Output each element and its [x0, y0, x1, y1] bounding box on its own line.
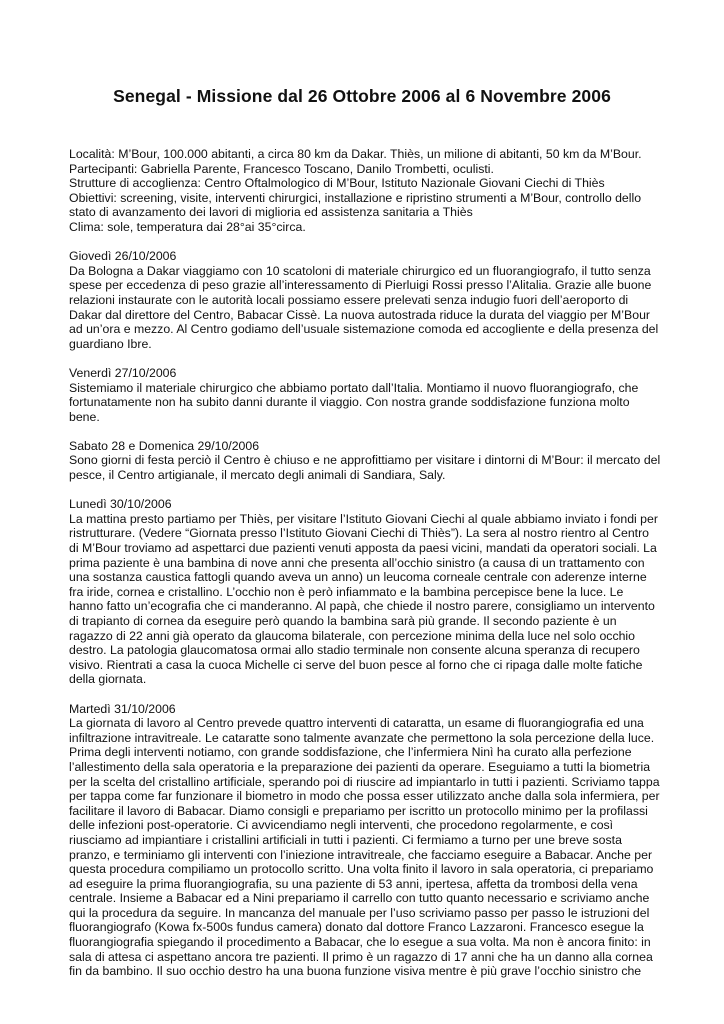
text-line: Sistemiamo il materiale chirurgico che abbiamo portato dall’Italia. Montiamo il nuovo fluorangiografo, che — [69, 380, 639, 395]
section-giovedi-26 — [69, 249, 669, 351]
text-line: fluorangiografia spiegando il procedimento a Babacar, che lo esegue a sua volta. Ma non è ancora finito: in — [69, 935, 651, 950]
text-line: fluorangiografo (Kowa fx-500s fundus camera) donato dal dottore Franco Lazzaroni. Francesco esegue la — [69, 920, 644, 935]
text-line: relazioni instaurate con le autorità locali possiamo essere prelevati senza indugio fuori dell’aeroporto di — [69, 292, 629, 307]
section-heading: Sabato 28 e Domenica 29/10/2006 — [69, 438, 260, 453]
section-heading: Lunedì 30/10/2006 — [69, 497, 172, 512]
text-line: Partecipanti: Gabriella Parente, Francesco Toscano, Danilo Trombetti, oculisti. — [69, 161, 494, 176]
document-body — [69, 147, 669, 979]
text-line: ragazzo di 22 anni già operato da glaucoma bilaterale, con percezione minima della luce nel solo occhio — [69, 628, 636, 643]
section-martedi-31 — [69, 702, 669, 979]
text-line: Clima: sole, temperatura dai 28°ai 35°circa. — [69, 219, 306, 234]
section-heading: Giovedì 26/10/2006 — [69, 249, 177, 264]
text-line: per la scelta del cristallino artificiale, sperando poi di riuscire ad impiantarlo in tutti i pazienti. Scriviamo tappa — [69, 774, 660, 789]
text-line: di trapianto di cornea da eseguire però quando la bambina sarà più grande. Il secondo paziente è un — [69, 614, 617, 628]
section-mission-info — [69, 147, 669, 235]
text-line: facilitare il lavoro di Babacar. Diamo consigli e prepariamo per iscritto un protocollo minimo per la profilassi — [69, 803, 648, 818]
text-line: Sono giorni di festa perciò il Centro è chiuso e ne approfittiamo per visitare i dintorni di M’Bour: il mercato del — [69, 453, 661, 468]
text-line: pranzo, e terminiamo gli interventi con l’iniezione intravitreale, che facciamo eseguire a Babacar. Anche per — [69, 847, 653, 862]
text-line: Strutture di accoglienza: Centro Oftalmologico di M’Bour, Istituto Nazionale Giovani Ciechi di Thiès — [69, 176, 605, 191]
text-line: bene. — [69, 409, 100, 424]
text-line: Dakar dal direttore del Centro, Babacar Cissè. La nuova autostrada riduce la durata del viaggio per M’Bour — [69, 307, 651, 322]
text-line: riusciamo ad impiantiare i cristallini artificiali in tutti i pazienti. Ci fermiamo a turno per une breve sosta — [69, 832, 622, 847]
text-line: delle infezioni post-operatorie. Ci avvicendiamo negli interventi, che procedono regolarmente, e così — [69, 818, 614, 833]
text-line: fra iride, cornea e cristallino. L’occhio non è però infiammato e la bambina percepisce bene la luce. Le — [69, 584, 624, 599]
text-line: La giornata di lavoro al Centro prevede quattro interventi di cataratta, un esame di fluorangiografia ed una — [69, 716, 644, 731]
text-line: per tappa come far funzionare il biometro in modo che possa esser utilizzato anche dalla sola infermiera, per — [69, 789, 660, 804]
text-line: guardiano Ibre. — [69, 336, 152, 351]
text-line: spese per eccedenza di peso grazie all’interessamento di Pierluigi Rossi presso l’Alitalia. Grazie alle buone — [69, 278, 652, 293]
section-lunedi-30 — [69, 497, 669, 687]
text-line: una sostanza caustica fattogli quando aveva un anno) un leucoma corneale centrale con aderenze interne — [69, 570, 647, 585]
text-line: della giornata. — [69, 672, 147, 687]
text-line: qui la procedura da seguire. In mancanza del manuale per l’uso scriviamo passo per passo le istruzioni del — [69, 905, 650, 920]
text-line: fin da bambino. Il suo occhio destro ha una buona funzione visiva mentre è più grave l’occhio sinistro che — [69, 964, 642, 979]
text-line: Da Bologna a Dakar viaggiamo con 10 scatoloni di materiale chirurgico ed un fluorangiografo, il tutto senza — [69, 263, 651, 278]
text-line: pesce, il Centro artigianale, il mercato degli animali di Sandiara, Saly. — [69, 468, 446, 483]
section-heading: Martedì 31/10/2006 — [69, 701, 176, 716]
text-line: fortunatamente non ha subito danni durante il viaggio. Con nostra grande soddisfazione funziona molto — [69, 395, 630, 410]
text-line: prima paziente è una bambina di nove anni che presenta all’occhio sinistro (a causa di un trattamento con — [69, 555, 645, 570]
text-line: ristrutturare. (Vedere “Giornata presso l’Istituto Giovani Ciechi di Thiès”). La sera al nostro rientro al Centro — [69, 526, 650, 541]
text-line: Prima degli interventi notiamo, con grande soddisfazione, che l’infermiera Ninì ha curato alla perfezione — [69, 745, 632, 760]
text-line: ad eseguire la prima fluorangiografia, su una paziente di 53 anni, ipertesa, affetta da trombosi della vena — [69, 876, 638, 891]
text-line: di M’Bour troviamo ad aspettarci due pazienti venuti apposta da paesi vicini, mandati da operatori sociali. La — [69, 541, 657, 556]
text-line: questa procedura compiliamo un protocollo scritto. Una volta finito il lavoro in sala operatoria, ci prepariamo — [69, 862, 654, 877]
text-line: visivo. Rientrati a casa la cuoca Michelle ci serve del buon pesce al forno che ci ripaga dalle molte fatiche — [69, 657, 643, 672]
section-venerdi-27 — [69, 366, 669, 424]
text-line: destro. La patologia glaucomatosa ormai allo stadio terminale non consente alcuna speranza di recupero — [69, 643, 640, 658]
text-line: l’allestimento della sala operatoria e la preparazione dei pazienti da operare. Eseguiamo a tutti la biometria — [69, 759, 651, 774]
text-line: ad un’ora e mezzo. Al Centro godiamo dell’usuale sistemazione comoda ed accogliente e della presenza del — [69, 322, 659, 337]
document-title: Senegal - Missione dal 26 Ottobre 2006 al 6 Novembre 2006 — [113, 86, 611, 106]
section-heading: Venerdì 27/10/2006 — [69, 365, 177, 380]
section-sabato-domenica — [69, 439, 669, 483]
text-line: stato di avanzamento dei lavori di miglioria ed assistenza sanitaria a Thiès — [69, 205, 473, 220]
text-line: centrale. Insieme a Babacar ed a Nini prepariamo il carrello con tutto quanto necessario e scriviamo anche — [69, 891, 650, 906]
text-line: Obiettivi: screening, visite, interventi chirurgici, installazione e ripristino strumenti a M’Bour, controllo dello — [69, 190, 642, 205]
text-line: hanno fatto un’ecografia che ci manderanno. Al papà, che chiede il nostro parere, consigliamo un intervento — [69, 599, 655, 614]
text-line: Località: M’Bour, 100.000 abitanti, a circa 80 km da Dakar. Thiès, un milione di abitanti, 50 km da M’Bour. — [69, 147, 642, 161]
text-line: infiltrazione intravitreale. Le cataratte sono talmente avanzate che permettono la sola percezione della luce. — [69, 730, 655, 745]
text-line: La mattina presto partiamo per Thiès, per visitare l’Istituto Giovani Ciechi al quale abbiamo inviato i fondi per — [69, 511, 658, 526]
text-line: sala di attesa ci aspettano ancora tre pazienti. Il primo è un ragazzo di 17 anni che ha un danno alla cornea — [69, 949, 653, 964]
